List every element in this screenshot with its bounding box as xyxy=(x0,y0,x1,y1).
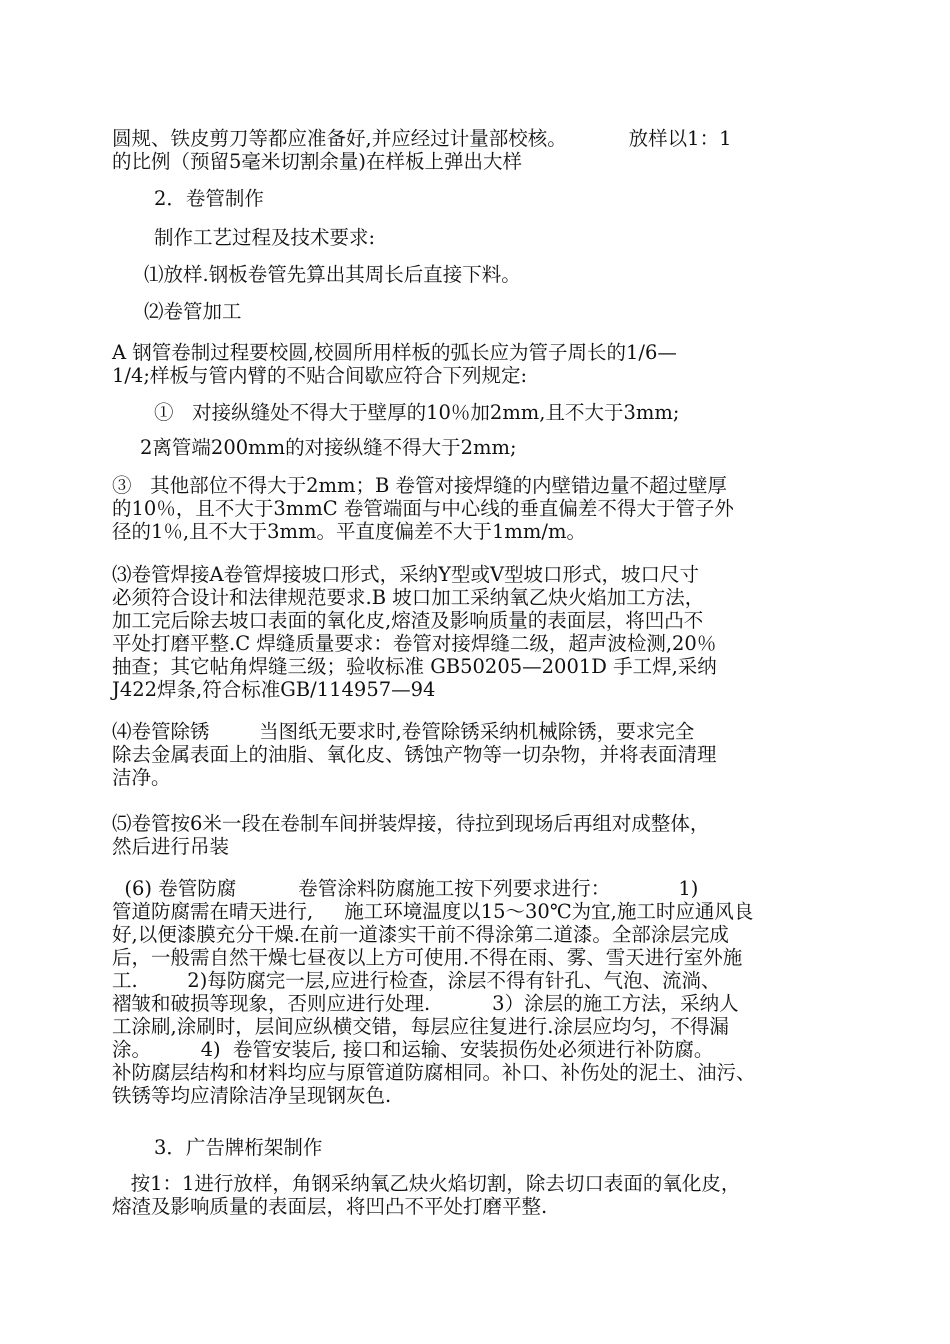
paragraph-process-title: 制作工艺过程及技术要求: xyxy=(154,226,376,249)
paragraph-step-4: ⑷卷管除锈 当图纸无要求时,卷管除锈采纳机械除锈，要求完全 除去金属表面上的油脂、氧化皮、锈蚀产物等一切杂物，并将表面清理 洁净。 xyxy=(112,720,717,789)
heading-billboard-truss: 3．广告牌桁架制作 xyxy=(154,1136,323,1159)
paragraph-step-6: (6) 卷管防腐 卷管涂料防腐施工按下列要求进行： 1) 管道防腐需在晴天进行, 施工环境温度以15～30℃为宜,施工时应通风良 好,以便漆膜充分干燥.在前一道漆实干前不得涂第二道漆。全部涂层完成 后，一般需自然干燥七昼夜以上方可使用.不得在雨、雾、雪天进行室外施 工. 2)每防腐完一层,应进行检查，涂层不得有针孔、气泡、流淌、 褶皱和破损等现象，否则应进行处理. 3）涂层的施工方法，采纳人 工涂刷,涂刷时，层间应纵横交错，每层应往复进行.涂层应均匀，不得漏 涂。 4) 卷管安装后, 接口和运输、安装损伤处必须进行补防腐。 补防腐层结构和材料均应与原管道防腐相同。补口、补伤处的泥土、油污、 铁锈等均应清除洁净呈现钢灰色. xyxy=(112,877,756,1107)
paragraph-tools: 圆规、铁皮剪刀等都应准备好,并应经过计量部校核。 放样以1：1 的比例（预留5毫米切割余量)在样板上弹出大样 xyxy=(112,127,732,173)
paragraph-step-1: ⑴放样.钢板卷管先算出其周长后直接下料。 xyxy=(144,263,521,286)
paragraph-step-5: ⑸卷管按6米一段在卷制车间拼装焊接，待拉到现场后再组对成整体， 然后进行吊装 xyxy=(112,812,710,858)
paragraph-rounding: A 钢管卷制过程要校圆,校圆所用样板的弧长应为管子周长的1/6— 1/4;样板与管内臂的不贴合间歇应符合下列规定: xyxy=(112,341,677,387)
paragraph-step-3: ⑶卷管焊接A卷管焊接坡口形式，采纳Y型或V型坡口形式，坡口尺寸 必须符合设计和法律规范要求.B 坡口加工采纳氧乙炔火焰加工方法， 加工完后除去坡口表面的氧化皮,熔渣及影响质量的表面层，将凹凸不 平处打磨平整.C 焊缝质量要求：卷管对接焊缝二级，超声波检测,20％ 抽查；其它帖角焊缝三级；验收标准 GB50205—2001D 手工焊,采纳 J422焊条,符合标准GB/114957—94 xyxy=(112,563,717,701)
paragraph-step-2: ⑵卷管加工 xyxy=(144,300,242,323)
paragraph-rule-2: 2离管端200mm的对接纵缝不得大于2mm; xyxy=(140,436,517,459)
paragraph-rule-1: ① 对接纵缝处不得大于壁厚的10％加2mm,且不大于3mm; xyxy=(154,401,680,424)
paragraph-rule-3: ③ 其他部位不得大于2mm；B 卷管对接焊缝的内壁错边量不超过壁厚 的10％，且不大于3mmC 卷管端面与中心线的垂直偏差不得大于管子外 径的1％,且不大于3mm。平直度偏差不大于1mm/m。 xyxy=(112,474,734,543)
paragraph-layout: 按1：1进行放样，角钢采纳氧乙炔火焰切割，除去切口表面的氧化皮， 熔渣及影响质量的表面层，将凹凸不平处打磨平整. xyxy=(112,1172,741,1218)
heading-pipe-making: 2．卷管制作 xyxy=(154,187,264,210)
